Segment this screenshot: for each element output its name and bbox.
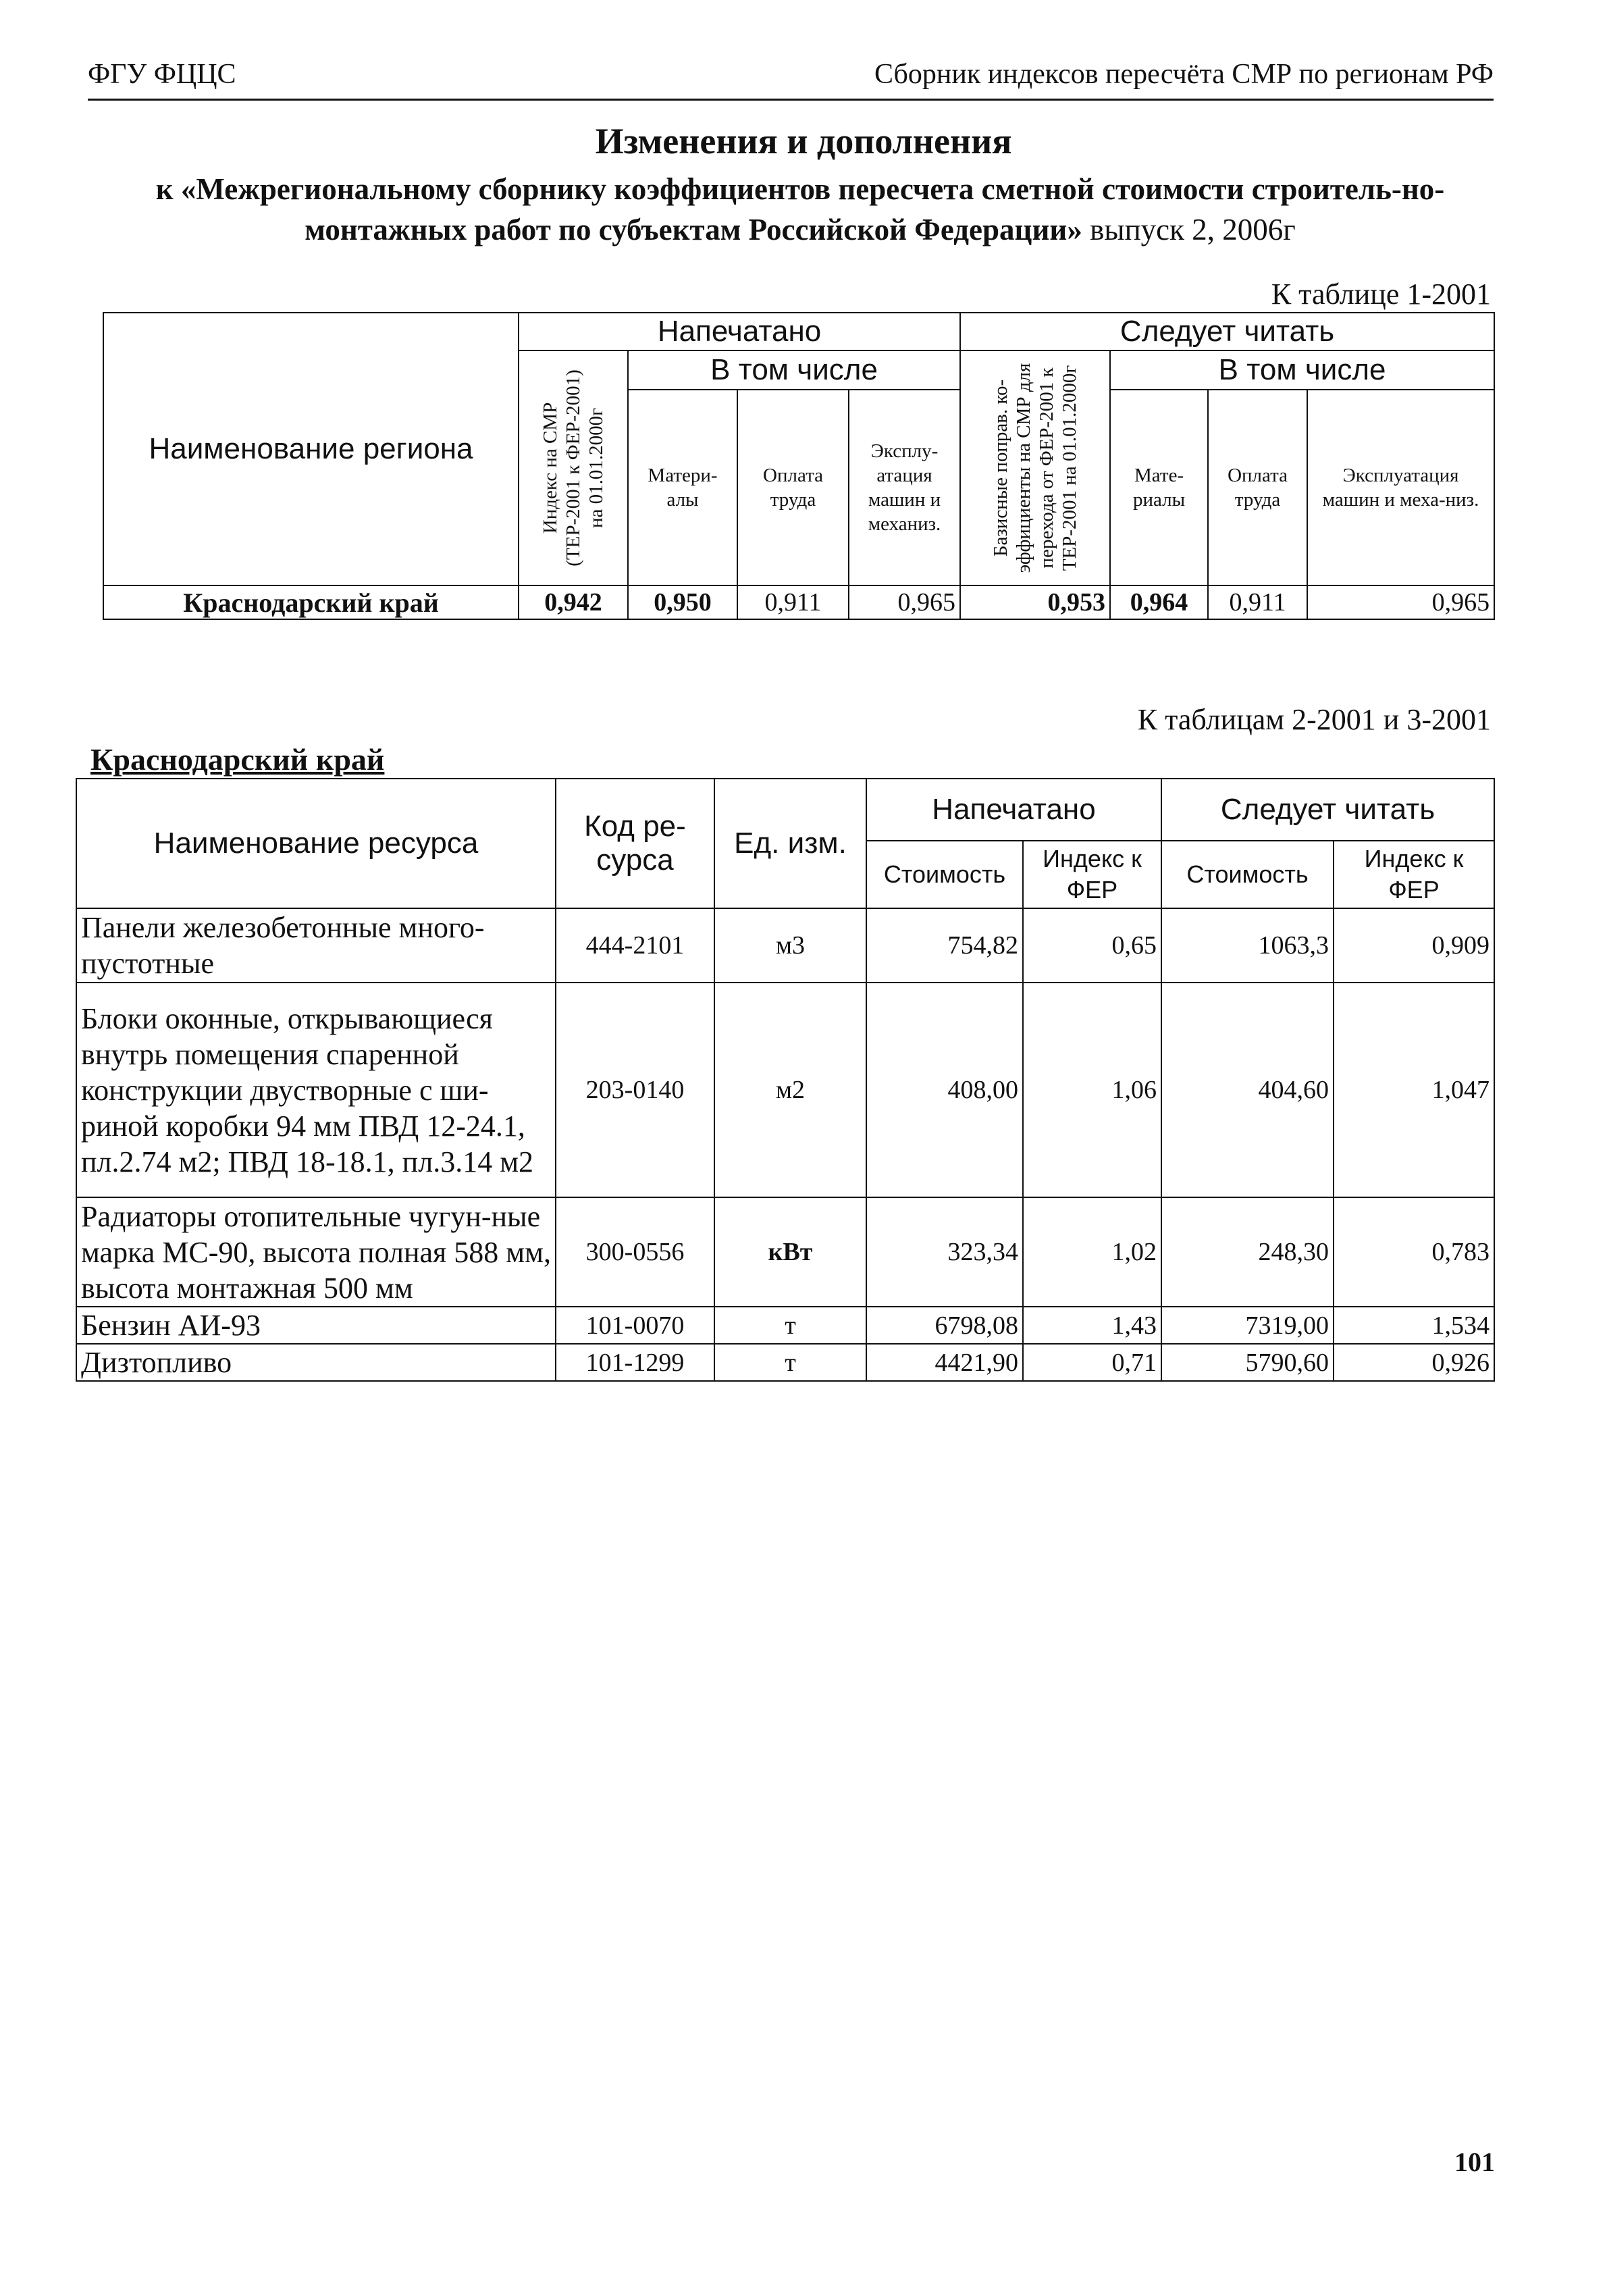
subtitle-edition: выпуск 2, 2006г: [1082, 213, 1296, 246]
header-right: Сборник индексов пересчёта СМР по регионам РФ: [874, 59, 1494, 90]
cell-resource-name: Панели железобетонные много-пустотные: [76, 908, 556, 983]
header-left: ФГУ ФЦЦС: [88, 59, 236, 90]
cell-resource-name: Бензин АИ-93: [76, 1307, 556, 1344]
cell-index-should-read: 0,783: [1334, 1197, 1494, 1307]
header-should-read: Следует читать: [960, 313, 1494, 350]
header-should-read: Следует читать: [1161, 779, 1494, 841]
header-machines-printed: Эксплу-атация машин и механиз.: [849, 390, 960, 585]
subtitle-bold: к «Межрегиональному сборнику коэффициентов пересчета сметной стоимости строитель-но-монтажных работ по субъектам Российской Федерации»: [155, 172, 1445, 246]
coefficients-table: [103, 312, 1495, 620]
header-materials-should-read: Мате-риалы: [1110, 390, 1208, 585]
cell-value: 0,950: [628, 585, 737, 619]
cell-value: 0,911: [1208, 585, 1307, 619]
cell-code: 101-1299: [556, 1344, 714, 1381]
table-row: [76, 983, 1494, 1197]
header-unit: Ед. изм.: [714, 779, 866, 908]
header-machines-should-read: Эксплуатация машин и меха-низ.: [1307, 390, 1494, 585]
cell-unit: м3: [714, 908, 866, 983]
table-row: [76, 908, 1494, 983]
cell-code: 444-2101: [556, 908, 714, 983]
cell-cost-should-read: 7319,00: [1161, 1307, 1334, 1344]
table-row: [76, 1307, 1494, 1344]
cell-index-printed: 1,06: [1023, 983, 1161, 1197]
cell-resource-name: Радиаторы отопительные чугун-ные марка МС-90, высота полная 588 мм, высота монтажная 500 мм: [76, 1197, 556, 1307]
header-including-should-read: В том числе: [1110, 350, 1494, 390]
cell-value: 0,911: [737, 585, 849, 619]
cell-index-printed: 1,43: [1023, 1307, 1161, 1344]
cell-index-printed: 0,65: [1023, 908, 1161, 983]
header-printed: Напечатано: [866, 779, 1161, 841]
cell-cost-printed: 323,34: [866, 1197, 1023, 1307]
cell-value: 0,964: [1110, 585, 1208, 619]
table2-region: Краснодарский край: [90, 742, 385, 777]
header-resource-name: Наименование ресурса: [76, 779, 556, 908]
document-subtitle: [88, 169, 1512, 250]
header-including-printed: В том числе: [628, 350, 960, 390]
cell-index-should-read: 0,926: [1334, 1344, 1494, 1381]
cell-unit: кВт: [714, 1197, 866, 1307]
table-row: [103, 585, 1494, 619]
cell-cost-should-read: 5790,60: [1161, 1344, 1334, 1381]
cell-cost-printed: 754,82: [866, 908, 1023, 983]
header-index-smr-text: Индекс на СМР (ТЕР-2001 к ФЕР-2001) на 01.01.2000г: [539, 369, 607, 567]
header-labor-should-read: Оплата труда: [1208, 390, 1307, 585]
table-row: [76, 1197, 1494, 1307]
table2-caption: К таблицам 2-2001 и 3-2001: [1137, 703, 1491, 736]
cell-code: 101-0070: [556, 1307, 714, 1344]
cell-cost-should-read: 404,60: [1161, 983, 1334, 1197]
header-printed: Напечатано: [519, 313, 960, 350]
cell-index-should-read: 1,534: [1334, 1307, 1494, 1344]
header-index-printed: Индекс к ФЕР: [1023, 841, 1161, 908]
cell-cost-should-read: 1063,3: [1161, 908, 1334, 983]
cell-index-printed: 1,02: [1023, 1197, 1161, 1307]
cell-index-should-read: 1,047: [1334, 983, 1494, 1197]
cell-resource-name: Блоки оконные, открывающиеся внутрь помещения спаренной конструкции двустворные с ши-риной коробки 94 мм ПВД 12-24.1, пл.2.74 м2; ПВД 18-18.1, пл.3.14 м2: [76, 983, 556, 1197]
cell-value: 0,953: [960, 585, 1110, 619]
header-region-name: Наименование региона: [103, 313, 519, 585]
cell-unit: т: [714, 1307, 866, 1344]
header-materials-printed: Матери-алы: [628, 390, 737, 585]
header-cost-should-read: Стоимость: [1161, 841, 1334, 908]
cell-index-should-read: 0,909: [1334, 908, 1494, 983]
document-title: Изменения и дополнения: [595, 121, 1012, 161]
cell-region: Краснодарский край: [103, 585, 519, 619]
resources-table: [76, 778, 1495, 1382]
cell-value: 0,965: [1307, 585, 1494, 619]
cell-code: 300-0556: [556, 1197, 714, 1307]
cell-value: 0,965: [849, 585, 960, 619]
cell-unit: м2: [714, 983, 866, 1197]
header-divider: [88, 99, 1494, 101]
header-index-should-read: Индекс к ФЕР: [1334, 841, 1494, 908]
cell-code: 203-0140: [556, 983, 714, 1197]
cell-cost-should-read: 248,30: [1161, 1197, 1334, 1307]
header-cost-printed: Стоимость: [866, 841, 1023, 908]
header-base-coef-text: Базисные поправ. ко-эффициенты на СМР для перехода от ФЕР-2001 к ТЕР-2001 на 01.01.2000г: [990, 363, 1081, 573]
page-number: 101: [1454, 2147, 1495, 2177]
header-index-smr: [519, 350, 628, 585]
header-resource-code: Код ре-сурса: [556, 779, 714, 908]
cell-index-printed: 0,71: [1023, 1344, 1161, 1381]
cell-value: 0,942: [519, 585, 628, 619]
header-labor-printed: Оплата труда: [737, 390, 849, 585]
table-row: [76, 1344, 1494, 1381]
header-base-coef: [960, 350, 1110, 585]
cell-cost-printed: 408,00: [866, 983, 1023, 1197]
table1-caption: К таблице 1-2001: [1271, 278, 1491, 311]
cell-cost-printed: 6798,08: [866, 1307, 1023, 1344]
cell-resource-name: Дизтопливо: [76, 1344, 556, 1381]
cell-cost-printed: 4421,90: [866, 1344, 1023, 1381]
cell-unit: т: [714, 1344, 866, 1381]
